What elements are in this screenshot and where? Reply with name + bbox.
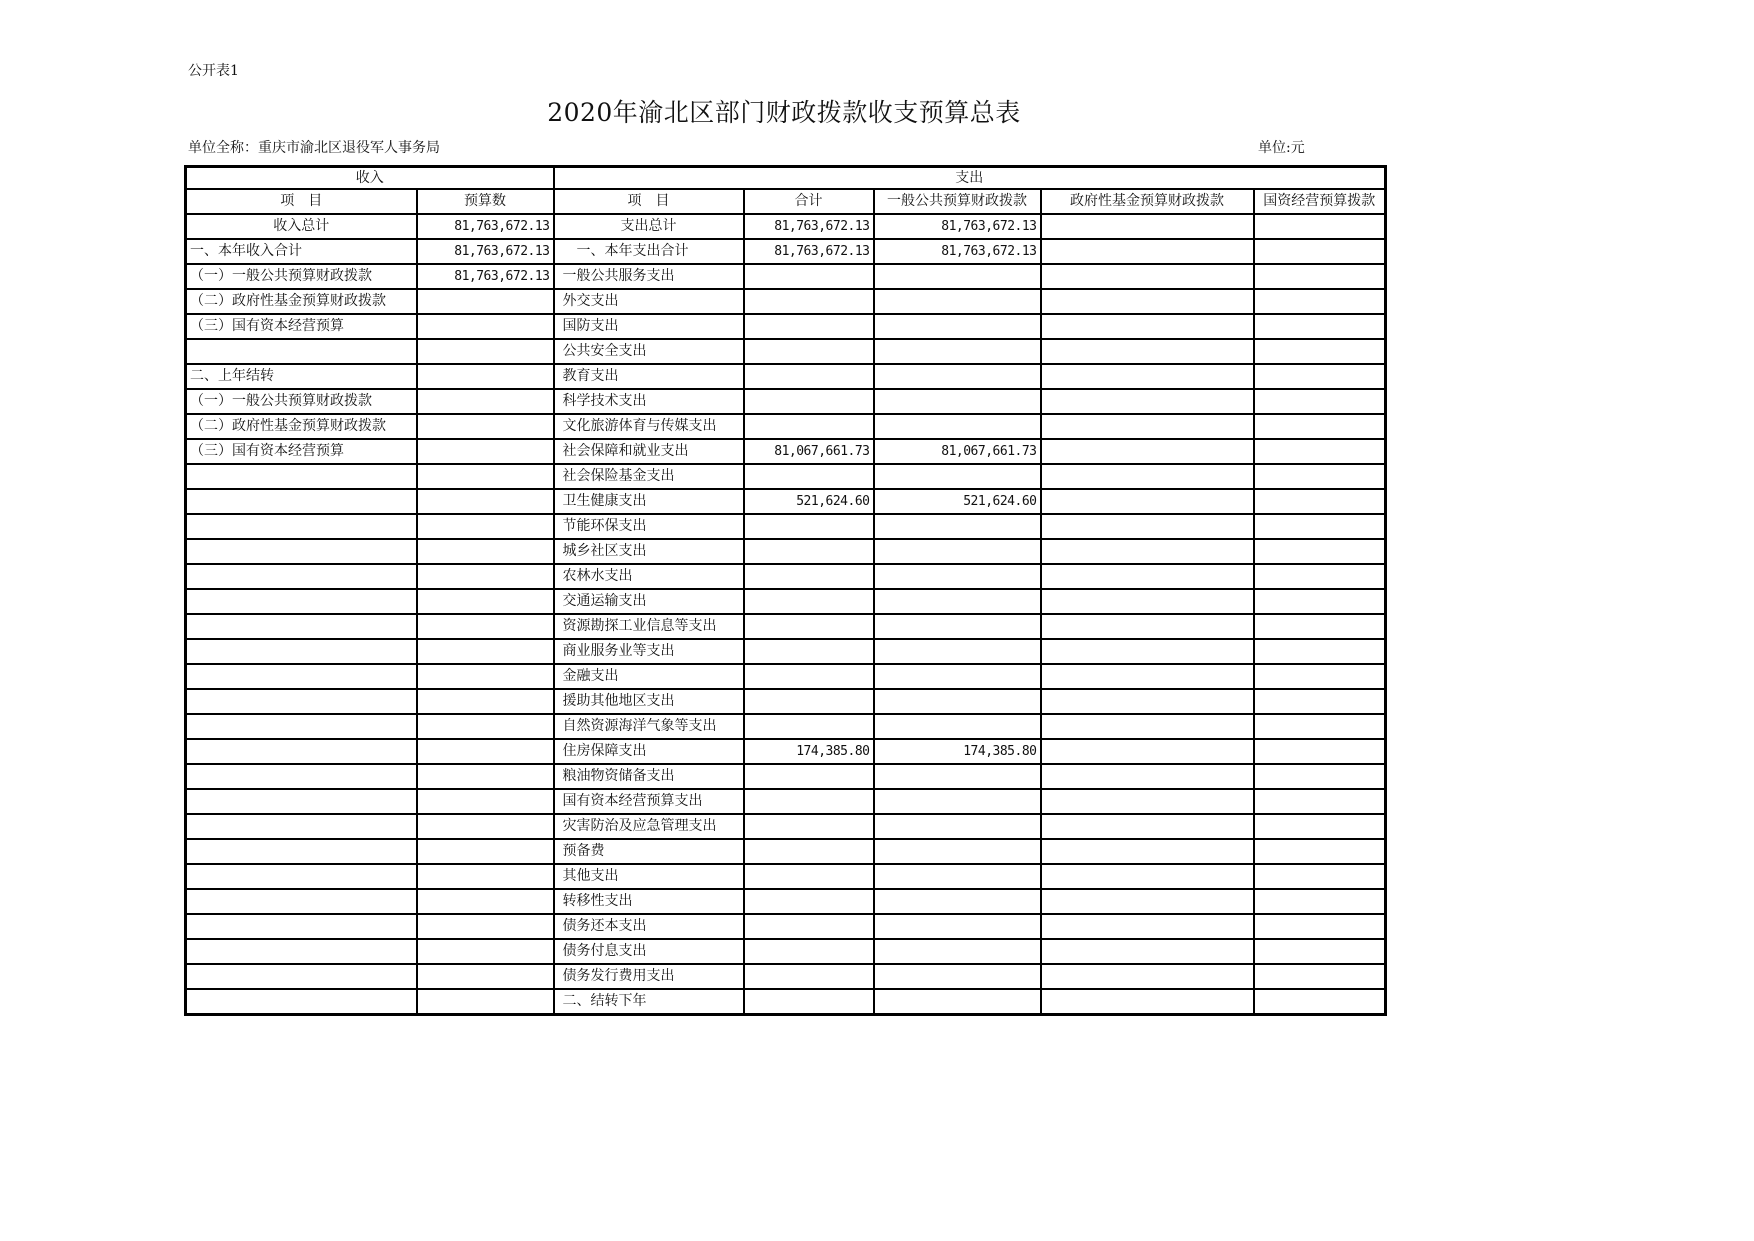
- expense-item-cell: 债务发行费用支出: [554, 964, 744, 989]
- income-item-cell: [186, 939, 417, 964]
- expense-item-cell: 社会保障和就业支出: [554, 439, 744, 464]
- expense-item-cell: 商业服务业等支出: [554, 639, 744, 664]
- expense-total-cell: 81,067,661.73: [744, 439, 874, 464]
- gov-fund-cell: [1041, 589, 1254, 614]
- general-budget-cell: [874, 689, 1041, 714]
- gov-fund-cell: [1041, 989, 1254, 1015]
- expense-item-cell: 支出总计: [554, 214, 744, 239]
- expense-total-cell: 81,763,672.13: [744, 239, 874, 264]
- gov-fund-cell: [1041, 664, 1254, 689]
- unit-full-name: 单位全称：重庆市渝北区退役军人事务局: [188, 140, 440, 156]
- table-row: [186, 964, 1386, 989]
- expense-item-cell: 文化旅游体育与传媒支出: [554, 414, 744, 439]
- table-row: [186, 689, 1386, 714]
- expense-total-cell: [744, 414, 874, 439]
- expense-total-cell: [744, 939, 874, 964]
- expense-item-cell: 债务付息支出: [554, 939, 744, 964]
- general-budget-cell: [874, 589, 1041, 614]
- gov-fund-cell: [1041, 439, 1254, 464]
- income-amount-cell: [417, 514, 554, 539]
- table-row: [186, 464, 1386, 489]
- general-budget-cell: [874, 289, 1041, 314]
- expense-item-cell: 住房保障支出: [554, 739, 744, 764]
- general-budget-cell: [874, 914, 1041, 939]
- income-item-cell: [186, 514, 417, 539]
- expense-item-cell: 农林水支出: [554, 564, 744, 589]
- table-row: [186, 564, 1386, 589]
- state-capital-cell: [1254, 739, 1386, 764]
- expense-total-cell: [744, 914, 874, 939]
- general-budget-cell: [874, 339, 1041, 364]
- state-capital-cell: [1254, 464, 1386, 489]
- general-budget-cell: 521,624.60: [874, 489, 1041, 514]
- expense-item-cell: 节能环保支出: [554, 514, 744, 539]
- state-capital-cell: [1254, 889, 1386, 914]
- income-amount-cell: [417, 839, 554, 864]
- income-amount-cell: [417, 939, 554, 964]
- expense-item-cell: 债务还本支出: [554, 914, 744, 939]
- general-budget-cell: [874, 864, 1041, 889]
- state-capital-cell: [1254, 964, 1386, 989]
- gov-fund-cell: [1041, 489, 1254, 514]
- gov-fund-cell: [1041, 739, 1254, 764]
- income-amount-cell: [417, 914, 554, 939]
- table-row: [186, 339, 1386, 364]
- expense-total-cell: [744, 339, 874, 364]
- gov-fund-cell: [1041, 464, 1254, 489]
- expense-total-cell: [744, 564, 874, 589]
- income-amount-cell: [417, 714, 554, 739]
- expense-total-cell: 174,385.80: [744, 739, 874, 764]
- state-capital-cell: [1254, 339, 1386, 364]
- expense-item-cell: 卫生健康支出: [554, 489, 744, 514]
- gov-fund-cell: [1041, 889, 1254, 914]
- gov-fund-cell: [1041, 364, 1254, 389]
- state-capital-cell: [1254, 839, 1386, 864]
- state-capital-cell: [1254, 989, 1386, 1015]
- general-budget-cell: [874, 614, 1041, 639]
- table-row: [186, 864, 1386, 889]
- income-amount-cell: [417, 989, 554, 1015]
- state-capital-cell: [1254, 214, 1386, 239]
- state-capital-cell: [1254, 589, 1386, 614]
- expense-total-cell: [744, 464, 874, 489]
- state-capital-cell: [1254, 714, 1386, 739]
- state-capital-cell: [1254, 814, 1386, 839]
- gov-fund-cell: [1041, 314, 1254, 339]
- general-budget-cell: 81,067,661.73: [874, 439, 1041, 464]
- income-amount-cell: [417, 564, 554, 589]
- currency-unit: 单位:元: [1258, 140, 1305, 156]
- gov-fund-cell: [1041, 639, 1254, 664]
- expense-total-cell: [744, 289, 874, 314]
- table-row: [186, 289, 1386, 314]
- gov-fund-cell: [1041, 289, 1254, 314]
- state-capital-cell: [1254, 914, 1386, 939]
- income-amount-cell: [417, 864, 554, 889]
- gov-fund-cell: [1041, 239, 1254, 264]
- expense-item-cell: 二、结转下年: [554, 989, 744, 1015]
- expense-total-cell: [744, 989, 874, 1015]
- income-amount-cell: [417, 964, 554, 989]
- income-group-header: 收入: [186, 167, 554, 190]
- expense-item-cell: 转移性支出: [554, 889, 744, 914]
- gov-fund-cell: [1041, 414, 1254, 439]
- col-header-general-budget: 一般公共预算财政拨款: [874, 189, 1041, 214]
- expense-total-cell: [744, 514, 874, 539]
- state-capital-cell: [1254, 689, 1386, 714]
- general-budget-cell: [874, 989, 1041, 1015]
- expense-total-cell: [744, 314, 874, 339]
- expense-total-cell: [744, 964, 874, 989]
- income-amount-cell: 81,763,672.13: [417, 264, 554, 289]
- table-row: [186, 789, 1386, 814]
- expense-item-cell: 金融支出: [554, 664, 744, 689]
- table-row: [186, 589, 1386, 614]
- table-row: [186, 889, 1386, 914]
- expense-total-cell: [744, 364, 874, 389]
- income-amount-cell: 81,763,672.13: [417, 214, 554, 239]
- income-item-cell: [186, 739, 417, 764]
- table-row: [186, 989, 1386, 1015]
- state-capital-cell: [1254, 564, 1386, 589]
- expense-total-cell: [744, 639, 874, 664]
- income-amount-cell: [417, 814, 554, 839]
- expense-total-cell: [744, 889, 874, 914]
- expense-total-cell: [744, 589, 874, 614]
- general-budget-cell: [874, 814, 1041, 839]
- gov-fund-cell: [1041, 539, 1254, 564]
- state-capital-cell: [1254, 664, 1386, 689]
- expense-total-cell: [744, 839, 874, 864]
- expense-item-cell: 国防支出: [554, 314, 744, 339]
- income-amount-cell: [417, 889, 554, 914]
- col-header-expense-item: 项 目: [554, 189, 744, 214]
- expense-item-cell: 外交支出: [554, 289, 744, 314]
- income-amount-cell: [417, 439, 554, 464]
- expense-item-cell: 城乡社区支出: [554, 539, 744, 564]
- income-item-cell: [186, 914, 417, 939]
- table-row: [186, 439, 1386, 464]
- state-capital-cell: [1254, 864, 1386, 889]
- table-row: [186, 514, 1386, 539]
- state-capital-cell: [1254, 414, 1386, 439]
- expense-item-cell: 其他支出: [554, 864, 744, 889]
- gov-fund-cell: [1041, 814, 1254, 839]
- table-row: [186, 239, 1386, 264]
- table-row: [186, 489, 1386, 514]
- gov-fund-cell: [1041, 964, 1254, 989]
- general-budget-cell: [874, 564, 1041, 589]
- income-item-cell: [186, 614, 417, 639]
- state-capital-cell: [1254, 514, 1386, 539]
- page-title: [0, 93, 1754, 129]
- col-header-budget-amount: 预算数: [417, 189, 554, 214]
- income-item-cell: [186, 539, 417, 564]
- expense-total-cell: [744, 864, 874, 889]
- state-capital-cell: [1254, 614, 1386, 639]
- state-capital-cell: [1254, 364, 1386, 389]
- state-capital-cell: [1254, 239, 1386, 264]
- expense-item-cell: 国有资本经营预算支出: [554, 789, 744, 814]
- state-capital-cell: [1254, 439, 1386, 464]
- general-budget-cell: [874, 264, 1041, 289]
- col-header-state-capital: 国资经营预算拨款: [1254, 189, 1386, 214]
- general-budget-cell: [874, 364, 1041, 389]
- income-item-cell: [186, 789, 417, 814]
- state-capital-cell: [1254, 489, 1386, 514]
- gov-fund-cell: [1041, 214, 1254, 239]
- income-amount-cell: [417, 314, 554, 339]
- general-budget-cell: [874, 789, 1041, 814]
- expense-item-cell: 一般公共服务支出: [554, 264, 744, 289]
- income-item-cell: [186, 839, 417, 864]
- table-row: [186, 639, 1386, 664]
- income-item-cell: [186, 814, 417, 839]
- general-budget-cell: [874, 889, 1041, 914]
- expense-group-header: 支出: [554, 167, 1386, 190]
- gov-fund-cell: [1041, 339, 1254, 364]
- state-capital-cell: [1254, 264, 1386, 289]
- expense-item-cell: 公共安全支出: [554, 339, 744, 364]
- general-budget-cell: [874, 414, 1041, 439]
- group-header-row: [186, 167, 1386, 190]
- income-item-cell: [186, 339, 417, 364]
- income-item-cell: [186, 564, 417, 589]
- expense-item-cell: 资源勘探工业信息等支出: [554, 614, 744, 639]
- state-capital-cell: [1254, 539, 1386, 564]
- general-budget-cell: [874, 464, 1041, 489]
- general-budget-cell: [874, 389, 1041, 414]
- state-capital-cell: [1254, 639, 1386, 664]
- gov-fund-cell: [1041, 764, 1254, 789]
- table-row: [186, 664, 1386, 689]
- state-capital-cell: [1254, 764, 1386, 789]
- table-row: [186, 764, 1386, 789]
- table-row: [186, 364, 1386, 389]
- expense-total-cell: [744, 614, 874, 639]
- general-budget-cell: [874, 839, 1041, 864]
- income-item-cell: [186, 864, 417, 889]
- general-budget-cell: [874, 964, 1041, 989]
- general-budget-cell: [874, 939, 1041, 964]
- col-header-gov-fund: 政府性基金预算财政拨款: [1041, 189, 1254, 214]
- general-budget-cell: [874, 639, 1041, 664]
- expense-total-cell: 521,624.60: [744, 489, 874, 514]
- gov-fund-cell: [1041, 689, 1254, 714]
- income-amount-cell: [417, 664, 554, 689]
- table-row: [186, 414, 1386, 439]
- table-row: [186, 714, 1386, 739]
- income-amount-cell: [417, 489, 554, 514]
- income-amount-cell: [417, 339, 554, 364]
- expense-item-cell: 社会保险基金支出: [554, 464, 744, 489]
- table-row: [186, 839, 1386, 864]
- general-budget-cell: 81,763,672.13: [874, 214, 1041, 239]
- income-item-cell: （一）一般公共预算财政拨款: [186, 389, 417, 414]
- income-item-cell: [186, 714, 417, 739]
- table-row: [186, 939, 1386, 964]
- income-amount-cell: [417, 639, 554, 664]
- column-header-row: [186, 189, 1386, 214]
- income-item-cell: （三）国有资本经营预算: [186, 439, 417, 464]
- income-item-cell: （一）一般公共预算财政拨款: [186, 264, 417, 289]
- table-row: [186, 614, 1386, 639]
- general-budget-cell: [874, 664, 1041, 689]
- income-item-cell: [186, 964, 417, 989]
- expense-item-cell: 援助其他地区支出: [554, 689, 744, 714]
- page-title-text: 2020年渝北区部门财政拨款收支预算总表: [547, 98, 1021, 127]
- income-item-cell: [186, 989, 417, 1015]
- expense-total-cell: [744, 539, 874, 564]
- form-number: 公开表1: [188, 63, 239, 79]
- income-amount-cell: [417, 539, 554, 564]
- expense-total-cell: [744, 789, 874, 814]
- expense-item-cell: 一、本年支出合计: [554, 239, 744, 264]
- state-capital-cell: [1254, 939, 1386, 964]
- table-row: [186, 914, 1386, 939]
- expense-item-cell: 灾害防治及应急管理支出: [554, 814, 744, 839]
- gov-fund-cell: [1041, 264, 1254, 289]
- table-row: [186, 389, 1386, 414]
- income-amount-cell: [417, 364, 554, 389]
- income-amount-cell: [417, 389, 554, 414]
- expense-total-cell: [744, 764, 874, 789]
- expense-item-cell: 预备费: [554, 839, 744, 864]
- table-row: [186, 739, 1386, 764]
- gov-fund-cell: [1041, 839, 1254, 864]
- income-item-cell: [186, 664, 417, 689]
- income-item-cell: [186, 464, 417, 489]
- col-header-total: 合计: [744, 189, 874, 214]
- state-capital-cell: [1254, 389, 1386, 414]
- general-budget-cell: [874, 539, 1041, 564]
- income-amount-cell: [417, 739, 554, 764]
- income-amount-cell: [417, 689, 554, 714]
- income-item-cell: [186, 689, 417, 714]
- expense-total-cell: [744, 814, 874, 839]
- gov-fund-cell: [1041, 914, 1254, 939]
- col-header-income-item: 项 目: [186, 189, 417, 214]
- income-item-cell: （二）政府性基金预算财政拨款: [186, 289, 417, 314]
- income-item-cell: （二）政府性基金预算财政拨款: [186, 414, 417, 439]
- income-item-cell: 收入总计: [186, 214, 417, 239]
- general-budget-cell: 81,763,672.13: [874, 239, 1041, 264]
- income-amount-cell: [417, 414, 554, 439]
- expense-item-cell: 粮油物资储备支出: [554, 764, 744, 789]
- expense-total-cell: [744, 389, 874, 414]
- gov-fund-cell: [1041, 864, 1254, 889]
- income-amount-cell: 81,763,672.13: [417, 239, 554, 264]
- budget-summary-table: [184, 165, 1387, 1016]
- income-amount-cell: [417, 789, 554, 814]
- state-capital-cell: [1254, 289, 1386, 314]
- income-item-cell: 二、上年结转: [186, 364, 417, 389]
- expense-total-cell: [744, 714, 874, 739]
- table-row: [186, 539, 1386, 564]
- general-budget-cell: [874, 514, 1041, 539]
- gov-fund-cell: [1041, 389, 1254, 414]
- income-item-cell: 一、本年收入合计: [186, 239, 417, 264]
- table-row: [186, 814, 1386, 839]
- expense-item-cell: 自然资源海洋气象等支出: [554, 714, 744, 739]
- income-item-cell: [186, 589, 417, 614]
- state-capital-cell: [1254, 314, 1386, 339]
- gov-fund-cell: [1041, 714, 1254, 739]
- general-budget-cell: [874, 714, 1041, 739]
- gov-fund-cell: [1041, 789, 1254, 814]
- expense-item-cell: 科学技术支出: [554, 389, 744, 414]
- gov-fund-cell: [1041, 939, 1254, 964]
- expense-item-cell: 教育支出: [554, 364, 744, 389]
- general-budget-cell: 174,385.80: [874, 739, 1041, 764]
- expense-total-cell: [744, 689, 874, 714]
- state-capital-cell: [1254, 789, 1386, 814]
- income-item-cell: [186, 889, 417, 914]
- gov-fund-cell: [1041, 514, 1254, 539]
- income-amount-cell: [417, 764, 554, 789]
- income-item-cell: [186, 489, 417, 514]
- gov-fund-cell: [1041, 614, 1254, 639]
- income-item-cell: [186, 764, 417, 789]
- table-row: [186, 214, 1386, 239]
- expense-total-cell: 81,763,672.13: [744, 214, 874, 239]
- income-item-cell: [186, 639, 417, 664]
- expense-item-cell: 交通运输支出: [554, 589, 744, 614]
- table-row: [186, 264, 1386, 289]
- expense-total-cell: [744, 264, 874, 289]
- income-amount-cell: [417, 614, 554, 639]
- income-item-cell: （三）国有资本经营预算: [186, 314, 417, 339]
- general-budget-cell: [874, 314, 1041, 339]
- general-budget-cell: [874, 764, 1041, 789]
- expense-total-cell: [744, 664, 874, 689]
- income-amount-cell: [417, 464, 554, 489]
- gov-fund-cell: [1041, 564, 1254, 589]
- table-row: [186, 314, 1386, 339]
- income-amount-cell: [417, 289, 554, 314]
- income-amount-cell: [417, 589, 554, 614]
